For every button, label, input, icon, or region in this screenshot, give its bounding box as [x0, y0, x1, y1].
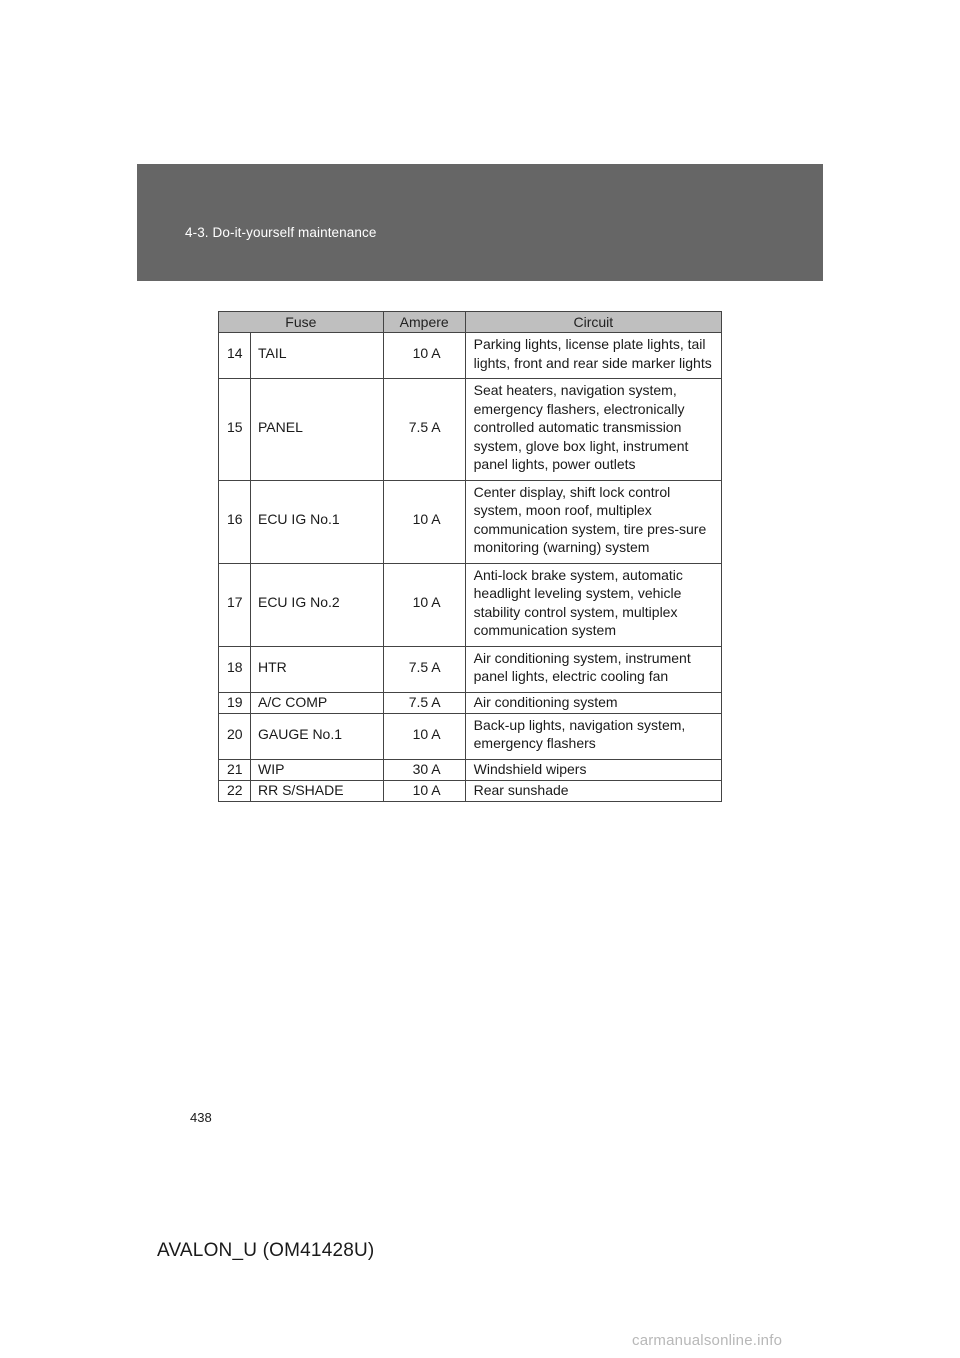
fuse-ampere: 10 A — [383, 780, 465, 801]
fuse-name: A/C COMP — [250, 692, 383, 713]
fuse-ampere: 10 A — [383, 333, 465, 379]
table-row — [219, 333, 722, 379]
fuse-name: RR S/SHADE — [250, 780, 383, 801]
fuse-name: PANEL — [250, 379, 383, 481]
fuse-name: WIP — [250, 759, 383, 780]
fuse-ampere: 30 A — [383, 759, 465, 780]
fuse-name: ECU IG No.2 — [250, 563, 383, 646]
section-header-band — [137, 164, 823, 281]
fuse-ampere: 10 A — [383, 563, 465, 646]
fuse-number: 20 — [219, 713, 251, 759]
table-row — [219, 759, 722, 780]
fuse-circuit: Anti-lock brake system, automatic headlight leveling system, vehicle stability control system, multiplex communication system — [465, 563, 721, 646]
document-code: AVALON_U (OM41428U) — [157, 1240, 375, 1261]
header-ampere: Ampere — [383, 312, 465, 333]
fuse-circuit: Windshield wipers — [465, 759, 721, 780]
fuse-table — [218, 311, 722, 802]
fuse-circuit: Air conditioning system, instrument panel lights, electric cooling fan — [465, 646, 721, 692]
fuse-ampere: 10 A — [383, 480, 465, 563]
fuse-number: 21 — [219, 759, 251, 780]
fuse-name: GAUGE No.1 — [250, 713, 383, 759]
fuse-name: ECU IG No.1 — [250, 480, 383, 563]
table-row — [219, 692, 722, 713]
fuse-number: 19 — [219, 692, 251, 713]
table-row — [219, 780, 722, 801]
fuse-ampere: 10 A — [383, 713, 465, 759]
fuse-number: 17 — [219, 563, 251, 646]
fuse-ampere: 7.5 A — [383, 646, 465, 692]
fuse-circuit: Air conditioning system — [465, 692, 721, 713]
table-row — [219, 480, 722, 563]
section-title: 4-3. Do-it-yourself maintenance — [185, 225, 377, 240]
table-header-row — [219, 312, 722, 333]
fuse-circuit: Rear sunshade — [465, 780, 721, 801]
header-fuse: Fuse — [219, 312, 384, 333]
table-row — [219, 713, 722, 759]
fuse-number: 16 — [219, 480, 251, 563]
table-row — [219, 646, 722, 692]
fuse-name: HTR — [250, 646, 383, 692]
fuse-number: 14 — [219, 333, 251, 379]
table-row — [219, 379, 722, 481]
fuse-name: TAIL — [250, 333, 383, 379]
fuse-number: 18 — [219, 646, 251, 692]
fuse-ampere: 7.5 A — [383, 692, 465, 713]
fuse-number: 15 — [219, 379, 251, 481]
header-circuit: Circuit — [465, 312, 721, 333]
fuse-circuit: Seat heaters, navigation system, emergency flashers, electronically controlled automatic transmission system, glove box light, instrument panel lights, power outlets — [465, 379, 721, 481]
fuse-circuit: Center display, shift lock control system, moon roof, multiplex communication system, tire pres-sure monitoring (warning) system — [465, 480, 721, 563]
fuse-number: 22 — [219, 780, 251, 801]
table-row — [219, 563, 722, 646]
fuse-circuit: Back-up lights, navigation system, emergency flashers — [465, 713, 721, 759]
fuse-circuit: Parking lights, license plate lights, tail lights, front and rear side marker lights — [465, 333, 721, 379]
watermark: carmanualsonline.info — [632, 1332, 783, 1349]
fuse-ampere: 7.5 A — [383, 379, 465, 481]
page-number: 438 — [190, 1110, 212, 1125]
